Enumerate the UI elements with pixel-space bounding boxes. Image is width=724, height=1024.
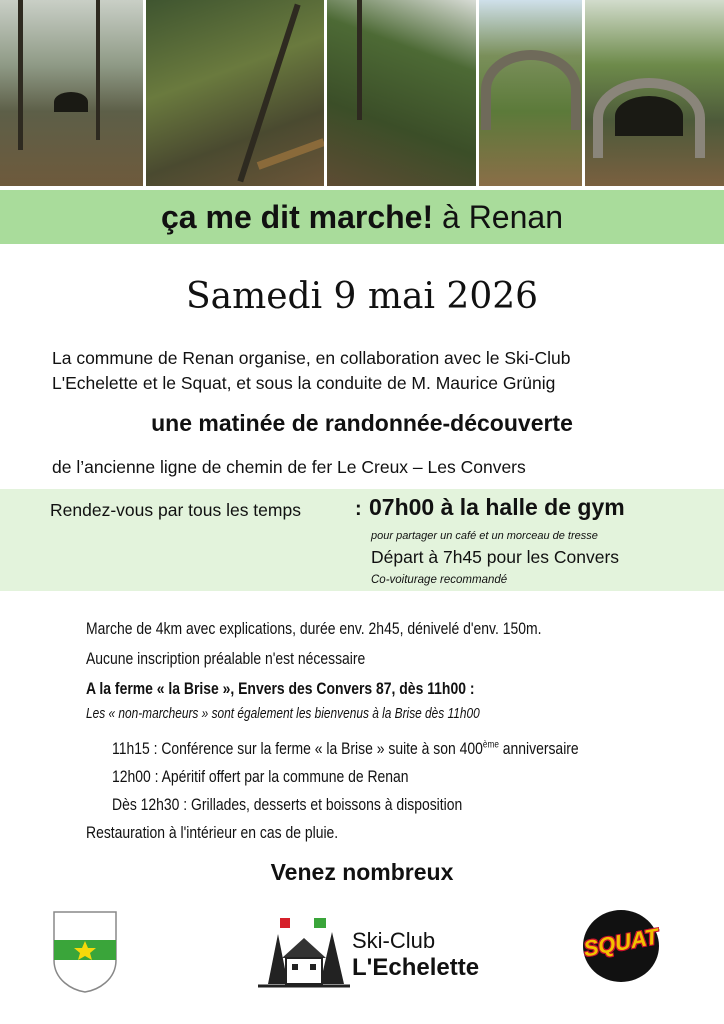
closing-call: Venez nombreux xyxy=(270,859,454,885)
rendezvous-time-place: 07h00 à la halle de gym xyxy=(369,494,625,520)
registration-note: Aucune inscription préalable n'est nécessaire xyxy=(86,649,366,668)
carpool-note: Co-voiturage recommandé xyxy=(371,574,508,586)
aperitif-item: 12h00 : Apéritif offert par la commune de Renan xyxy=(112,767,409,786)
intro-paragraph xyxy=(52,346,692,396)
event-title-place: à Renan xyxy=(433,198,563,235)
rain-note: Restauration à l'intérieur en cas de pluie. xyxy=(86,823,339,842)
photo-strip xyxy=(0,0,724,186)
mossy-cut-photo-3 xyxy=(327,0,476,186)
walk-details: Marche de 4km avec explications, durée env. 2h45, dénivelé d'env. 150m. xyxy=(86,619,542,638)
non-walkers-note: Les « non-marcheurs » sont également les bienvenus à la Brise dès 11h00 xyxy=(86,706,480,722)
ski-club-logo xyxy=(258,914,478,994)
intro-line-1: La commune de Renan organise, en collaboration avec le Ski-Club xyxy=(52,348,571,368)
grill-item: Dès 12h30 : Grillades, desserts et boissons à disposition xyxy=(112,795,463,814)
farm-location: A la ferme « la Brise », Envers des Convers 87, dès 11h00 : xyxy=(86,679,475,698)
title-band xyxy=(0,190,724,244)
ski-club-name-line-2: L'Echelette xyxy=(352,954,480,981)
ordinal-suffix: ème xyxy=(482,739,499,751)
squat-logo-text: SQUAT xyxy=(581,923,661,962)
renan-coat-of-arms-icon xyxy=(52,910,118,994)
conference-anniversary: anniversaire xyxy=(498,739,579,758)
rendezvous-note: pour partager un café et un morceau de tresse xyxy=(371,530,598,542)
squat-logo xyxy=(578,906,664,986)
intro-line-2: L'Echelette et le Squat, et sous la conduite de M. Maurice Grünig xyxy=(52,373,556,393)
rendezvous-colon: : xyxy=(355,498,362,520)
ski-club-name-line-1: Ski-Club xyxy=(352,928,436,953)
stone-bridge-photo-4 xyxy=(479,0,582,186)
rendezvous-label: Rendez-vous par tous les temps xyxy=(50,500,301,520)
event-title-bold: ça me dit marche! xyxy=(161,198,434,235)
event-date: Samedi 9 mai 2026 xyxy=(185,276,539,317)
conference-item xyxy=(112,739,579,759)
conference-text: 11h15 : Conférence sur la ferme « la Brise » suite à son 400 xyxy=(112,739,483,758)
chalet-fir-trees-icon xyxy=(258,914,350,992)
forest-trench-photo-2 xyxy=(146,0,323,186)
forest-tunnel-photo-1 xyxy=(0,0,143,186)
event-headline: une matinée de randonnée-découverte xyxy=(151,410,573,436)
tunnel-portal-photo-5 xyxy=(585,0,724,186)
departure-time: Départ à 7h45 pour les Convers xyxy=(371,547,620,567)
event-title xyxy=(161,199,563,236)
railway-line-description: de l’ancienne ligne de chemin de fer Le Creux – Les Convers xyxy=(52,457,526,477)
